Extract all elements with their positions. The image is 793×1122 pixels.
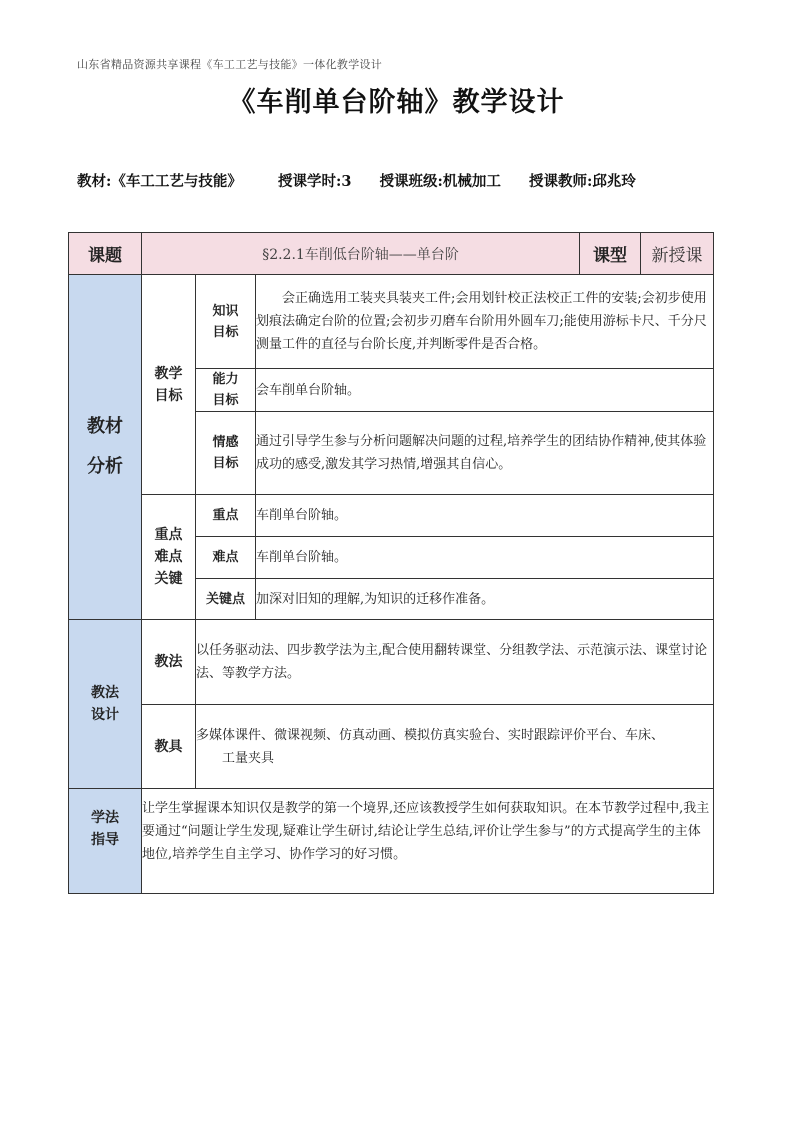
material-analysis-label	[69, 275, 142, 620]
tools-label: 教具	[142, 705, 196, 789]
class-label: 授课班级:	[379, 173, 443, 190]
knowledge-goal-label-line1: 知识	[212, 303, 239, 319]
key-point-text: 加深对旧知的理解,为知识的迁移作准备。	[256, 579, 714, 620]
topic-label: 课题	[69, 233, 142, 275]
emotion-goal-label-line2: 目标	[212, 456, 239, 471]
hours-value: 3	[341, 173, 352, 190]
focus-label: 重点	[196, 495, 256, 537]
material-analysis-label-line2: 分析	[87, 456, 123, 477]
lesson-meta-line	[77, 170, 636, 191]
textbook-value: 《车工工艺与技能》	[111, 173, 242, 190]
learning-guide-label-line2: 指导	[91, 832, 119, 848]
learning-guide-label-line1: 学法	[91, 810, 119, 826]
material-analysis-label-line1: 教材	[87, 416, 123, 437]
difficulty-label: 难点	[196, 537, 256, 579]
ability-goal-label-line2: 目标	[212, 393, 239, 408]
knowledge-goal-text: 会正确选用工装夹具装夹工件;会用划针校正法校正工件的安装;会初步使用划痕法确定台阶的位置;会初步刃磨车台阶用外圆车刀;能使用游标卡尺、千分尺测量工件的直径与台阶长度,并判断零件是否合格。	[256, 275, 714, 369]
teacher-value: 邱兆玲	[592, 173, 636, 190]
difficulty-text: 车削单台阶轴。	[256, 537, 714, 579]
topic-value: §2.2.1车削低台阶轴——单台阶	[142, 233, 580, 275]
emotion-goal-text: 通过引导学生参与分析问题解决问题的过程,培养学生的团结协作精神,使其体验成功的感受,激发其学习热情,增强其自信心。	[256, 412, 714, 495]
teaching-tools-row	[69, 705, 714, 789]
method-label: 教法	[142, 620, 196, 705]
teaching-goals-label	[142, 275, 196, 495]
hours-label: 授课学时:	[277, 173, 342, 190]
learning-guide-text: 让学生掌握课本知识仅是教学的第一个境界,还应该教授学生如何获取知识。在本节教学过程中,我主要通过“问题让学生发现,疑难让学生研讨,结论让学生总结,评价让学生参与”的方式提高学生的主体地位,培养学生自主学习、协作学习的好习惯。	[142, 789, 714, 894]
key-points-label-line1: 重点	[154, 527, 183, 543]
lesson-type-label: 课型	[580, 233, 641, 275]
focus-text: 车削单台阶轴。	[256, 495, 714, 537]
lesson-type-value: 新授课	[641, 233, 714, 275]
key-point-label: 关键点	[196, 579, 256, 620]
teaching-method-row	[69, 620, 714, 705]
course-header-line: 山东省精品资源共享课程《车工工艺与技能》一体化教学设计	[77, 58, 383, 71]
teaching-design-label-line2: 设计	[91, 707, 119, 723]
ability-goal-text: 会车削单台阶轴。	[256, 369, 714, 412]
key-points-label-line3: 关键	[154, 571, 183, 587]
emotion-goal-label-line1: 情感	[212, 435, 239, 450]
emotion-goal-label	[196, 412, 256, 495]
tools-text	[196, 705, 714, 789]
knowledge-goal-label-line2: 目标	[212, 324, 239, 340]
teaching-design-label-line1: 教法	[91, 685, 119, 701]
ability-goal-label	[196, 369, 256, 412]
knowledge-goal-row	[69, 275, 714, 369]
teaching-design-label	[69, 620, 142, 789]
key-points-label	[142, 495, 196, 620]
learning-guide-label	[69, 789, 142, 894]
ability-goal-label-line1: 能力	[212, 372, 239, 387]
tools-text-line2: 工量夹具	[222, 750, 275, 766]
method-text: 以任务驱动法、四步教学法为主,配合使用翻转课堂、分组教学法、示范演示法、课堂讨论法、等教学方法。	[196, 620, 714, 705]
teaching-goals-label-line1: 教学	[154, 365, 183, 382]
key-points-label-line2: 难点	[154, 549, 183, 565]
learning-guide-row	[69, 789, 714, 894]
topic-row	[69, 233, 714, 275]
knowledge-goal-label	[196, 275, 256, 369]
teacher-label: 授课教师:	[529, 173, 593, 190]
document-title: 《车削单台阶轴》教学设计	[228, 87, 565, 118]
tools-text-line1: 多媒体课件、微课视频、仿真动画、模拟仿真实验台、实时跟踪评价平台、车床、	[196, 727, 665, 743]
focus-row	[69, 495, 714, 537]
teaching-goals-label-line2: 目标	[154, 387, 183, 404]
class-value: 机械加工	[442, 173, 501, 190]
textbook-label: 教材:	[77, 173, 112, 190]
lesson-design-table	[68, 232, 714, 894]
